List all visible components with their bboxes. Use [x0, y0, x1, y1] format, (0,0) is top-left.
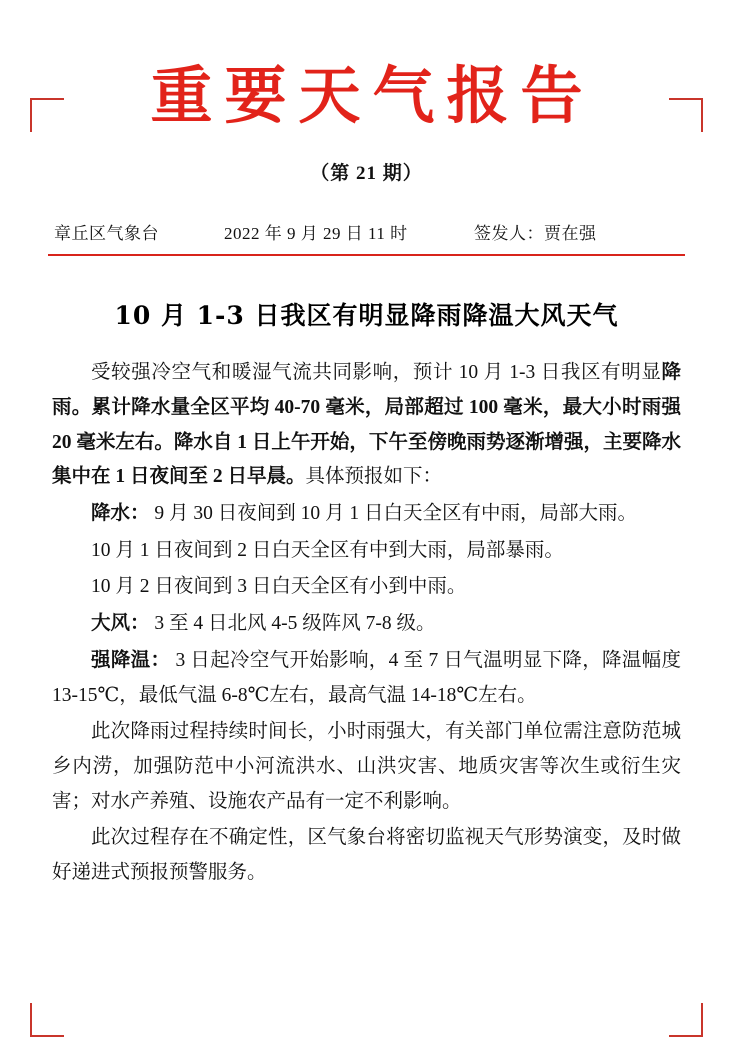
forecast-temperature-line [52, 644, 681, 713]
paragraph-closing: 此次过程存在不确定性，区气象台将密切监视天气形势演变，及时做好递进式预报预警服务。 [52, 827, 681, 884]
rain-line-1-text: 9 月 30 日夜间到 10 月 1 日白天全区有中雨，局部大雨。 [149, 503, 638, 524]
signer: 签发人：贾在强 [474, 224, 597, 244]
corner-mark-top-left-horizontal [30, 98, 64, 100]
corner-mark-top-right-vertical [701, 98, 703, 132]
wind-text: 3 至 4 日北风 4-5 级阵风 7-8 级。 [149, 613, 436, 635]
issue-number: （第 21 期） [310, 163, 423, 185]
forecast-rain-line-2: 10 月 1 日夜间到 2 日白天全区有中到大雨，局部暴雨。 [91, 539, 564, 561]
temperature-text: 3 日起冷空气开始影响，4 至 7 日气温明显下降，降温幅度 13-15℃，最低气温 6-8℃左右，最高气温 14-18℃左右。 [52, 649, 681, 706]
issue-datetime: 2022 年 9 月 29 日 11 时 [224, 224, 408, 244]
paragraph-warning: 此次降雨过程持续时间长，小时雨强大，有关部门单位需注意防范城乡内涝，加强防范中小河流洪水、山洪灾害、地质灾害等次生或衍生灾害；对水产养殖、设施农产品有一定不利影响。 [52, 721, 681, 812]
weather-report-page [0, 59, 733, 1059]
overview-text-plain: 受较强冷空气和暖湿气流共同影响，预计 10 月 1-3 日我区有明显 [91, 362, 662, 384]
document-masthead-title: 重要天气报告 [150, 59, 595, 132]
corner-mark-bottom-right-horizontal [669, 1035, 703, 1037]
wind-label: 大风： [91, 613, 150, 635]
corner-mark-bottom-right-vertical [701, 1003, 703, 1037]
report-body [46, 356, 687, 891]
red-divider [48, 254, 685, 256]
corner-mark-bottom-left-horizontal [30, 1035, 64, 1037]
forecast-wind-line [52, 607, 681, 642]
rain-label: 降水： [91, 503, 150, 524]
document-meta-row [46, 219, 687, 254]
temperature-label: 强降温： [91, 649, 171, 671]
overview-text-tail: 具体预报如下： [305, 466, 443, 488]
corner-mark-top-right-horizontal [669, 98, 703, 100]
corner-mark-top-left-vertical [30, 98, 32, 132]
forecast-rain-line-1 [52, 497, 681, 532]
paragraph-overview [52, 356, 681, 495]
forecast-rain-line-3: 10 月 2 日夜间到 3 日白天全区有小到中雨。 [91, 576, 467, 598]
issuing-office: 章丘区气象台 [54, 224, 159, 244]
corner-mark-bottom-left-vertical [30, 1003, 32, 1037]
overview-text-bold: 降雨。累计降水量全区平均 40-70 毫米，局部超过 100 毫米，最大小时雨强 20 毫米左右。降水自 1 日上午开始，下午至傍晚雨势逐渐增强，主要降水集中在 1 日夜间至 2 日早晨。 [52, 362, 681, 488]
page-title: 10 月 1-3 日我区有明显降雨降温大风天气 [114, 301, 619, 331]
